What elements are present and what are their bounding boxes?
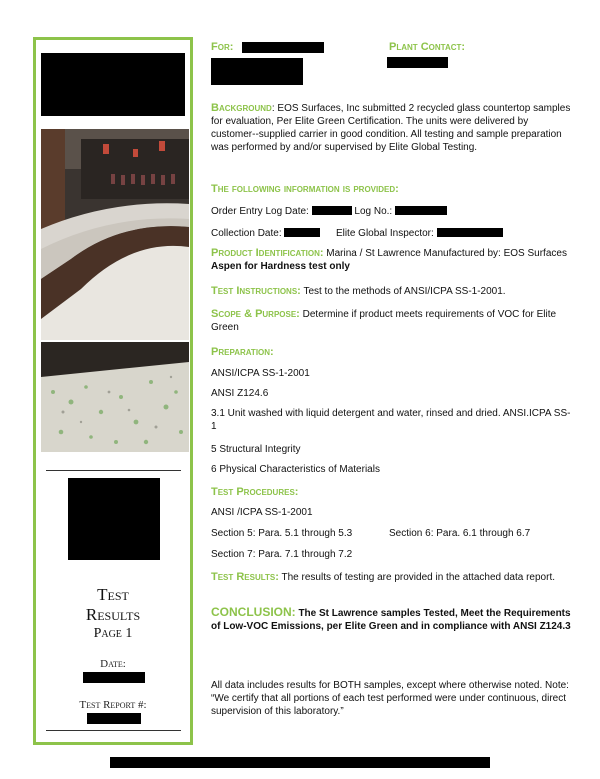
collection-date-redaction	[284, 228, 320, 237]
collection-date-label: Collection Date:	[211, 228, 282, 239]
results-paragraph	[211, 571, 571, 584]
photo-id-redaction	[68, 478, 160, 560]
plant-contact-label: Plant Contact:	[389, 41, 466, 53]
scope-text: Determine if product meets requirements of VOC for Elite Green	[211, 309, 557, 333]
prep-item: 5 Structural Integrity	[211, 444, 301, 455]
results-label: Test Results:	[211, 571, 279, 583]
sidebar-title-test: Test	[97, 585, 129, 604]
background-text: : EOS Surfaces, Inc submitted 2 recycled glass countertop samples for evaluation, Per Elite Green Certification. The units were delivered by customer--supplied carrier in good condition. All testing and sample preparation was performed by and/or supervised by Elite Global Testing.	[211, 103, 571, 153]
bottom-redaction-bar	[110, 757, 490, 768]
instructions-paragraph	[211, 285, 571, 298]
sidebar-divider-bottom	[46, 730, 181, 731]
sidebar-panel	[33, 37, 193, 745]
footer-note: All data includes results for BOTH samples, except where otherwise noted. Note: “We certify that all portions of each test performed were under continuous, direct supervision of this laboratory.”	[211, 680, 569, 717]
product-text: Marina / St Lawrence Manufactured by: EOS Surfaces	[323, 248, 567, 259]
prep-item: ANSI/ICPA SS-1-2001	[211, 368, 310, 379]
sidebar-date-label: Date:	[100, 658, 126, 670]
scope-paragraph	[211, 308, 571, 334]
product-bold-text: Aspen for Hardness test only	[211, 261, 350, 272]
procedures-line-2a: Section 5: Para. 5.1 through 5.3	[211, 528, 353, 539]
product-paragraph	[211, 247, 571, 273]
prep-item: ANSI Z124.6	[211, 388, 269, 399]
procedures-line-1: ANSI /ICPA SS-1-2001	[211, 507, 313, 518]
prep-item: 6 Physical Characteristics of Materials	[211, 464, 380, 475]
client-name-redaction	[242, 42, 324, 53]
inspector-label: Elite Global Inspector:	[335, 228, 434, 239]
procedures-heading: Test Procedures:	[211, 486, 299, 498]
procedures-line-2b: Section 6: Para. 6.1 through 6.7	[389, 528, 531, 539]
sidebar-report-label: Test Report #:	[79, 699, 147, 711]
log-no-redaction	[395, 206, 447, 215]
background-label: Background	[211, 102, 272, 114]
date-redaction	[83, 672, 145, 683]
inspector-redaction	[437, 228, 503, 237]
preparation-heading: Preparation:	[211, 346, 274, 358]
conclusion-label: CONCLUSION:	[211, 605, 296, 619]
plant-contact-redaction	[387, 57, 448, 68]
product-label: Product Identification:	[211, 247, 324, 259]
prep-item: 3.1 Unit washed with liquid detergent and water, rinsed and dried. ANSI.ICPA SS-1	[211, 408, 571, 432]
sidebar-title-results: Results	[85, 605, 141, 624]
order-entry-label: Order Entry Log Date:	[211, 206, 309, 217]
conclusion-paragraph	[211, 606, 571, 633]
order-date-redaction	[312, 206, 352, 215]
order-entry-line	[211, 205, 571, 218]
logo-redaction	[41, 53, 185, 116]
instructions-text: Test to the methods of ANSI/ICPA SS-1-2001.	[300, 286, 506, 297]
collection-line	[211, 227, 571, 240]
glass-countertop-closeup-photo	[41, 342, 189, 452]
results-text: The results of testing are provided in the attached data report.	[278, 572, 555, 583]
background-paragraph	[211, 102, 571, 154]
log-no-label: Log No.:	[354, 206, 393, 217]
client-address-redaction	[211, 58, 303, 85]
sidebar-title-page: Page 1	[93, 626, 133, 641]
instructions-label: Test Instructions:	[211, 285, 301, 297]
report-number-redaction	[87, 713, 141, 724]
for-label: For:	[211, 41, 234, 53]
conclusion-text: The St Lawrence samples Tested, Meet the Requirements of Low-VOC Emissions, per Elite Green and in compliance with ANSI Z124.3	[211, 608, 571, 632]
scope-label: Scope & Purpose:	[211, 308, 300, 320]
procedures-line-3: Section 7: Para. 7.1 through 7.2	[211, 549, 353, 560]
countertop-bar-photo	[41, 129, 189, 340]
sidebar-divider-top	[46, 470, 181, 471]
info-heading: The following information is provided:	[211, 183, 399, 195]
